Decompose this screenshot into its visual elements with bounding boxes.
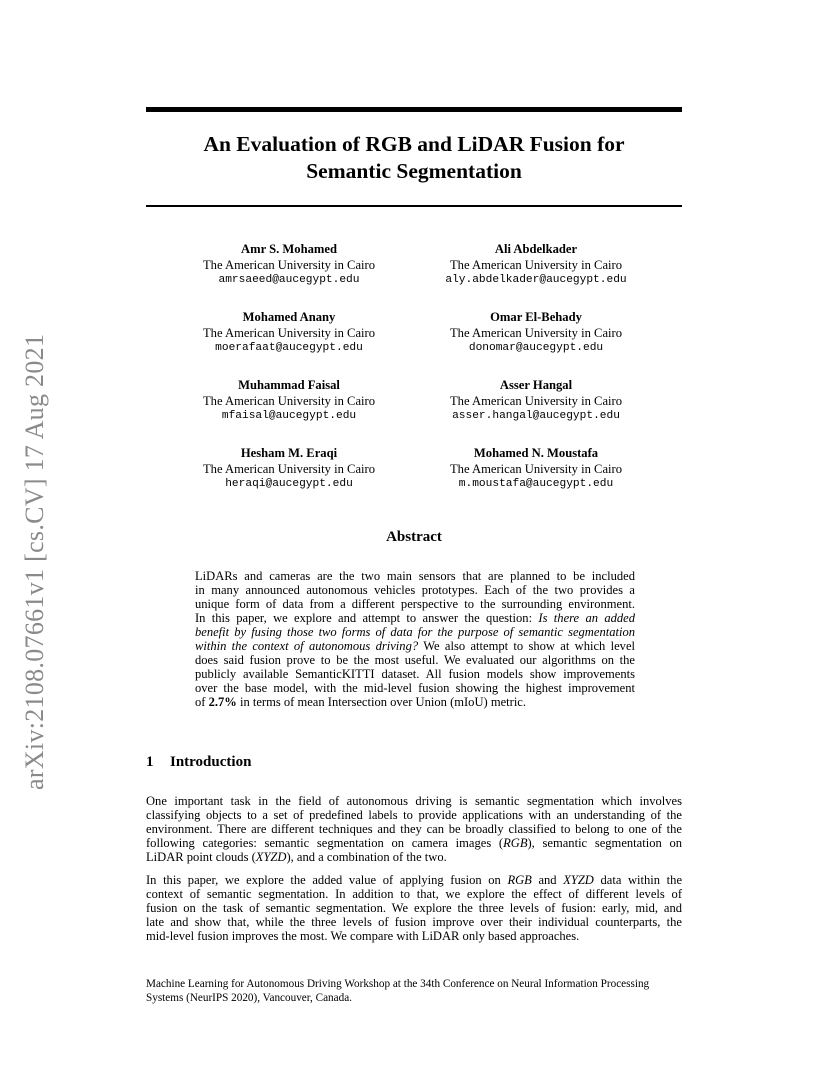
author-email: donomar@aucegypt.edu <box>468 342 604 354</box>
paragraph-line: environment. There are different techniques and they can be broadly classified to belong to one of the <box>146 822 682 837</box>
author-affiliation: The American University in Cairo <box>449 393 623 408</box>
abstract-line <box>195 611 635 625</box>
author-email: m.moustafa@aucegypt.edu <box>458 478 614 490</box>
paragraph-line: fusion on the task of semantic segmentation. We explore the three levels of fusion: early, mid, and <box>146 901 682 916</box>
abstract-text: of <box>195 695 209 710</box>
author-name: Mohamed Anany <box>242 310 336 324</box>
paragraph-line <box>146 873 682 887</box>
author-affiliation: The American University in Cairo <box>202 393 376 408</box>
author-email: amrsaeed@aucegypt.edu <box>218 274 360 286</box>
author-name: Amr S. Mohamed <box>241 242 337 256</box>
abstract-highlight-value: 2.7% <box>208 695 237 710</box>
abstract-text: In this paper, we explore and attempt to answer the question: <box>195 611 539 626</box>
author-card <box>406 310 666 357</box>
abstract-text: in terms of mean Intersection over Union (mIoU) metric. <box>236 695 527 710</box>
abstract-body <box>195 569 635 709</box>
section-title: Introduction <box>170 754 252 770</box>
paragraph-text: ), semantic segmentation on <box>527 836 682 851</box>
title-line-2: Semantic Segmentation <box>306 159 522 183</box>
author-name: Asser Hangal <box>499 378 573 392</box>
abstract-line: LiDARs and cameras are the two main sensors that are planned to be included <box>195 569 635 583</box>
paragraph-line: late and show that, while the three levels of fusion improve over their individual counterparts, the <box>146 915 682 930</box>
author-email: heraqi@aucegypt.edu <box>225 478 353 490</box>
paragraph-text: ), and a combination of the two. <box>286 850 447 865</box>
author-email: aly.abdelkader@aucegypt.edu <box>445 274 627 286</box>
author-affiliation: The American University in Cairo <box>202 257 376 272</box>
author-card <box>159 310 419 357</box>
paragraph-text: and <box>531 873 564 887</box>
title-line-1: An Evaluation of RGB and LiDAR Fusion for <box>203 132 625 156</box>
author-name: Muhammad Faisal <box>238 378 340 392</box>
author-email: mfaisal@aucegypt.edu <box>221 410 357 422</box>
abstract-question: within the context of autonomous driving? <box>195 639 419 654</box>
abstract-heading: Abstract <box>386 529 442 545</box>
author-affiliation: The American University in Cairo <box>449 325 623 340</box>
intro-paragraph-2 <box>146 873 682 943</box>
math-symbol: XYZD <box>255 850 287 865</box>
section-number: 1 <box>146 754 154 770</box>
author-name: Omar El-Behady <box>490 310 582 324</box>
paragraph-text: In this paper, we explore the added value of applying fusion on <box>146 873 508 887</box>
paragraph-text: following categories: semantic segmentation on camera images ( <box>146 836 504 851</box>
abstract-line: does said fusion prove to be the most useful. We evaluated our algorithms on the <box>195 653 635 668</box>
abstract-line <box>195 639 635 653</box>
author-card <box>159 378 419 425</box>
paragraph-text: data within the <box>593 873 683 887</box>
author-card <box>406 378 666 425</box>
paragraph-line: mid-level fusion improves the most. We compare with LiDAR only based approaches. <box>146 929 580 944</box>
abstract-line: over the base model, with the mid-level fusion showing the highest improvement <box>195 681 635 696</box>
abstract-line <box>195 625 635 639</box>
author-affiliation: The American University in Cairo <box>202 461 376 476</box>
author-card <box>406 242 666 289</box>
intro-paragraph-1 <box>146 794 682 864</box>
author-affiliation: The American University in Cairo <box>449 461 623 476</box>
author-affiliation: The American University in Cairo <box>449 257 623 272</box>
author-email: asser.hangal@aucegypt.edu <box>452 410 620 422</box>
section-heading-introduction <box>146 754 251 771</box>
abstract-line <box>195 695 635 709</box>
math-symbol: XYZD <box>563 873 594 887</box>
math-symbol: RGB <box>507 873 532 887</box>
paragraph-line <box>146 836 682 850</box>
arxiv-identifier-stamp: arXiv:2108.07661v1 [cs.CV] 17 Aug 2021 <box>20 333 49 790</box>
paragraph-line: classifying objects to a set of predefined labels to provide applications with an understanding of the <box>146 808 682 823</box>
paragraph-line <box>146 850 682 864</box>
title-bottom-rule <box>146 205 682 207</box>
abstract-text: We also attempt to show at which level <box>418 639 636 654</box>
abstract-line: in many announced autonomous vehicles prototypes. Each of the two provides a <box>195 583 635 598</box>
venue-footnote <box>146 977 682 1005</box>
author-affiliation: The American University in Cairo <box>202 325 376 340</box>
author-card <box>406 446 666 493</box>
math-symbol: RGB <box>503 836 528 851</box>
author-name: Ali Abdelkader <box>494 242 578 256</box>
footnote-line: Systems (NeurIPS 2020), Vancouver, Canada. <box>146 992 352 1004</box>
paragraph-line: context of semantic segmentation. In addition to that, we explore the effect of different levels of <box>146 887 682 902</box>
paragraph-text: LiDAR point clouds ( <box>146 850 256 865</box>
author-card <box>159 242 419 289</box>
paragraph-line: One important task in the field of autonomous driving is semantic segmentation which involves <box>146 794 682 808</box>
abstract-line: unique form of data from a different perspective to the surrounding environment. <box>195 597 635 612</box>
abstract-line: publicly available SemanticKITTI dataset. All fusion models show improvements <box>195 667 635 682</box>
author-email: moerafaat@aucegypt.edu <box>215 342 363 354</box>
author-name: Mohamed N. Moustafa <box>473 446 599 460</box>
paper-title <box>146 131 682 185</box>
title-top-rule <box>146 107 682 112</box>
author-name: Hesham M. Eraqi <box>240 446 338 460</box>
footnote-line: Machine Learning for Autonomous Driving Workshop at the 34th Conference on Neural Information Processing <box>146 978 650 990</box>
abstract-question: Is there an added <box>538 611 636 626</box>
abstract-question: benefit by fusing those two forms of data for the purpose of semantic segmentation <box>195 625 635 640</box>
author-card <box>159 446 419 493</box>
